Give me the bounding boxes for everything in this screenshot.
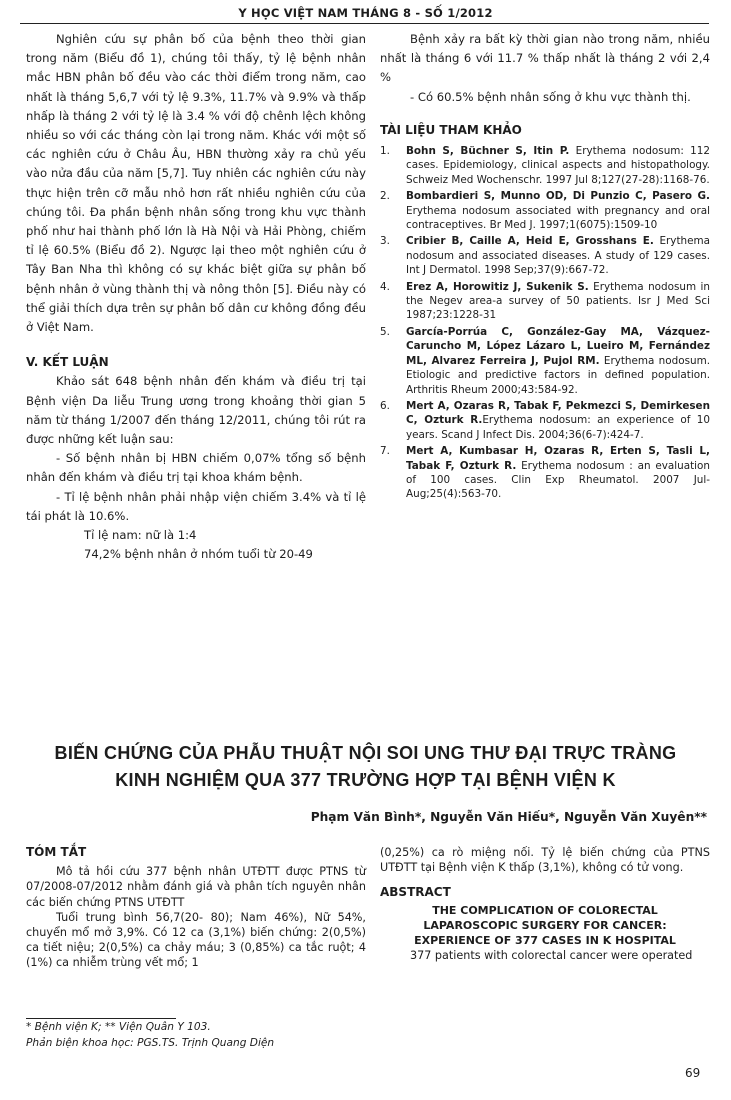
reference-item [380, 325, 710, 397]
abstract-title-line: THE COMPLICATION OF COLORECTAL [432, 903, 658, 917]
abstract-heading: ABSTRACT [380, 885, 451, 900]
article-title-line: BIẾN CHỨNG CỦA PHẪU THUẬT NỘI SOI UNG THƯ ĐẠI TRỰC TRÀNG [54, 743, 677, 763]
reference-text: Erythema nodosum in the Negev area-a survey of 50 patients. Isr J Med Sci 1987;23:1228-31 [406, 280, 710, 322]
reference-text: Erythema nodosum : an evaluation of 100 cases. Clin Exp Rheumatol. 2007 Jul-Aug;25(4):563-70. [406, 459, 710, 501]
reference-number: 3. [380, 235, 390, 248]
reference-text: Erythema nodosum. Etiologic and predictive factors in defined population. Arthritis Rheum 2000;43:584-92. [406, 354, 711, 396]
reference-item [380, 189, 710, 232]
conclusion-line: 74,2% bệnh nhân ở nhóm tuổi từ 20-49 [84, 547, 313, 562]
right-column-bottom [380, 845, 710, 963]
abstract-title-line: EXPERIENCE OF 377 CASES IN K HOSPITAL [414, 933, 676, 947]
summary-paragraph: (0,25%) ca rò miệng nối. Tỷ lệ biến chứng của PTNS UTĐTT tại Bệnh viện K thấp (3,1%), không có tử vong. [380, 846, 710, 875]
reference-number: 1. [380, 145, 390, 158]
footnote: * Bệnh viện K; ** Viện Quân Y 103. [26, 1021, 211, 1033]
conclusion-bullet: - Tỉ lệ bệnh nhân phải nhập viện chiếm 3.4% và tỉ lệ tái phát là 10.6%. [26, 489, 366, 523]
left-column-top [26, 30, 366, 564]
header-divider [20, 23, 709, 24]
reference-number: 5. [380, 325, 390, 338]
reference-text: Erythema nodosum and associated diseases. A study of 129 cases. Int J Dermatol. 1998 Sep;37(9):667-72. [406, 235, 710, 277]
reference-authors: Cribier B, Caille A, Heid E, Grosshans E. [406, 235, 654, 248]
references-heading: TÀI LIỆU THAM KHẢO [380, 122, 522, 137]
reference-item [380, 144, 710, 187]
running-header: Y HỌC VIỆT NAM THÁNG 8 - SỐ 1/2012 [238, 6, 493, 20]
body-paragraph: Nghiên cứu sự phân bố của bệnh theo thời gian trong năm (Biểu đồ 1), chúng tôi thấy, tỷ lệ bệnh nhân mắc HBN phân bố đều vào các thời điểm trong năm, cao nhất là tháng 5,6,7 với tỷ lệ 9.3%, 11.7% và 9.9% và thấp nhấp là tháng 2 với tỷ lệ là 3.4 % với độ chênh lệch không nhiều so với các tháng còn lại trong năm. Khác với một số các nghiên cứu ở Châu Âu, HBN thường xảy ra chủ yếu vào nửa đầu của năm [5,7]. Tuy nhiên các nghiên cứu này thực hiện trên cỡ mẫu nhỏ hơn rất nhiều nghiên cứu của chúng tôi. Đa phần bệnh nhân sống trong khu vực thành phố như hai thành phố lớn là Hà Nội và Hải Phòng, chiếm tỉ lệ 60.5% (Biểu đồ 2). Ngược lại theo một nghiên cứu ở Tây Ban Nha thì không có sự khác biệt giữa sự phân bố bệnh nhân ở vùng thành thị và nông thôn [5]. Điều này có thể giải thích dựa trên sự phân bố dân cư không đồng đều ở Việt Nam. [26, 32, 366, 335]
reference-authors: Mert A, Ozaras R, Tabak F, Pekmezci S, Demirkesen C, Ozturk R. [406, 399, 710, 427]
reference-item [380, 234, 710, 277]
page-number: 69 [685, 1066, 701, 1080]
reference-authors: Bohn S, Büchner S, Itin P. [406, 145, 570, 158]
reference-item [380, 399, 710, 442]
reference-number: 4. [380, 280, 390, 293]
reference-authors: García-Porrúa C, González-Gay MA, Vázquez-Caruncho M, López Lázaro L, Lueiro M, Fernández ML, Alvarez Ferreira J, Pujol RM. [406, 325, 710, 367]
conclusion-heading: V. KẾT LUẬN [26, 355, 109, 370]
article-title-line: KINH NGHIỆM QUA 377 TRƯỜNG HỢP TẠI BỆNH VIỆN K [115, 770, 616, 790]
right-column-top [380, 30, 710, 504]
body-paragraph: Khảo sát 648 bệnh nhân đến khám và điều trị tại Bệnh viện Da liễu Trung ương trong khoảng thời gian 5 năm từ tháng 1/2007 đến tháng 12/2011, chúng tôi rút ra được những kết luận sau: [26, 374, 366, 447]
body-paragraph: Bệnh xảy ra bất kỳ thời gian nào trong năm, nhiều nhất là tháng 6 với 11.7 % thấp nhất là tháng 2 với 2,4 % [380, 32, 710, 85]
reference-text: Erythema nodosum: an experience of 10 years. Scand J Infect Dis. 2004;36(6-7):424-7. [406, 414, 710, 441]
conclusion-bullet: - Có 60.5% bệnh nhân sống ở khu vực thành thị. [410, 89, 691, 104]
conclusion-line: Tỉ lệ nam: nữ là 1:4 [84, 528, 197, 543]
summary-paragraph: Tuổi trung bình 56,7(20- 80); Nam 46%), Nữ 54%, chuyển mổ mở 3,9%. Có 12 ca (3,1%) biến chứng: 2(0,5%) ca tiết niệu; 2(0,5%) ca chảy máu; 3 (0,85%) ca tắc ruột; 4 (1%) ca nhiễm trùng vết mổ; 1 [26, 910, 366, 970]
reference-number: 6. [380, 399, 390, 412]
reference-list [380, 144, 710, 502]
article-title [0, 740, 731, 794]
reference-number: 7. [380, 445, 390, 458]
reference-text: Erythema nodosum: 112 cases. Epidemiology, clinical aspects and histopathology. Schweiz Med Wochenschr. 1997 Jul 8;127(27-28):1168-76. [406, 145, 710, 186]
summary-heading: TÓM TẮT [26, 845, 87, 859]
reference-authors: Mert A, Kumbasar H, Ozaras R, Erten S, Tasli L, Tabak F, Ozturk R. [406, 445, 710, 472]
reviewer-line: Phản biện khoa học: PGS.TS. Trịnh Quang Diện [26, 1037, 275, 1049]
reference-number: 2. [380, 190, 390, 203]
abstract-title-line: LAPAROSCOPIC SURGERY FOR CANCER: [423, 918, 667, 932]
reference-authors: Erez A, Horowitiz J, Sukenik S. [406, 280, 589, 293]
author-line: Phạm Văn Bình*, Nguyễn Văn Hiếu*, Nguyễn Văn Xuyên** [310, 810, 707, 824]
abstract-paragraph: 377 patients with colorectal cancer were operated [410, 948, 693, 962]
summary-paragraph: Mô tả hồi cứu 377 bệnh nhân UTĐTT được PTNS từ 07/2008-07/2012 nhằm đánh giá và phân tích nguyên nhân các biến chứng PTNS UTĐTT [26, 865, 366, 909]
reference-text: Erythema nodosum associated with pregnancy and oral contraceptives. Br Med J. 1997;1(6075):1509-10 [406, 204, 710, 232]
left-column-bottom [26, 845, 366, 971]
footnote-divider [26, 1018, 176, 1019]
reference-authors: Bombardieri S, Munno OD, Di Punzio C, Pasero G. [406, 190, 710, 203]
reference-item [380, 444, 710, 502]
reference-item [380, 280, 710, 323]
conclusion-bullet: - Số bệnh nhân bị HBN chiếm 0,07% tổng số bệnh nhân đến khám và điều trị tại khoa khám bệnh. [26, 451, 366, 485]
